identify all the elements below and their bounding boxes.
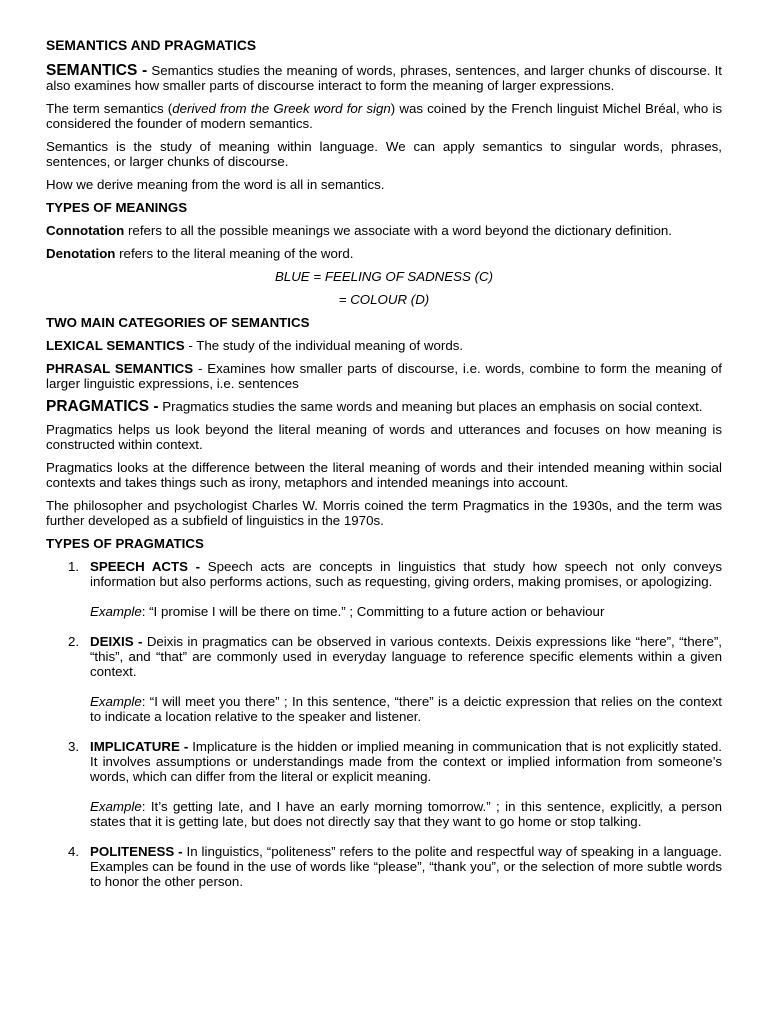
example-text: : “I promise I will be there on time.” ; Committing to a future action or behaviour (141, 604, 605, 619)
semantics-term: SEMANTICS - (46, 62, 148, 79)
semantics-definition (46, 63, 722, 93)
semantics-origin-text-a: The term semantics ( (46, 101, 173, 116)
semantics-origin-paragraph (46, 101, 722, 131)
list-item-implicature (46, 739, 722, 829)
semantics-definition-text: Semantics studies the meaning of words, phrases, sentences, and larger chunks of discourse. It also examines how smaller parts of discourse interact to form the meaning of larger expressions. (46, 63, 723, 93)
example-line-denotation: = COLOUR (D) (338, 292, 430, 307)
list-item-term: DEIXIS - (90, 634, 143, 649)
types-of-meanings-heading: TYPES OF MEANINGS (46, 200, 188, 215)
lexical-semantics-paragraph (46, 338, 722, 353)
denotation-text: refers to the literal meaning of the word. (115, 246, 354, 261)
connotation-paragraph (46, 223, 722, 238)
list-item-speech-acts (46, 559, 722, 619)
denotation-paragraph (46, 246, 722, 261)
document-title: SEMANTICS AND PRAGMATICS (46, 38, 257, 53)
list-number: 1. (68, 559, 80, 574)
semantics-study-paragraph: Semantics is the study of meaning within language. We can apply semantics to singular words, phrases, sentences, or larger chunks of discourse. (46, 139, 722, 169)
pragmatics-difference-paragraph: Pragmatics looks at the difference between the literal meaning of words and their intended meaning within social contexts and takes things such as irony, metaphors and intended meanings into account. (46, 460, 722, 490)
list-item-example (90, 694, 722, 724)
example-line-connotation: BLUE = FEELING OF SADNESS (C) (274, 269, 494, 284)
pragmatics-history-paragraph: The philosopher and psychologist Charles W. Morris coined the term Pragmatics in the 1930s, and the term was further developed as a subfield of linguistics in the 1970s. (46, 498, 722, 528)
list-item-text: Speech acts are concepts in linguistics that study how speech not only conveys information but also performs actions, such as requesting, giving orders, making promises, or apologizing. (90, 559, 723, 589)
connotation-text: refers to all the possible meanings we associate with a word beyond the dictionary definition. (124, 223, 672, 238)
list-number: 4. (68, 844, 80, 859)
list-number: 3. (68, 739, 80, 754)
list-number: 2. (68, 634, 80, 649)
pragmatics-context-paragraph: Pragmatics helps us look beyond the literal meaning of words and utterances and focuses on how meaning is constructed within context. (46, 422, 722, 452)
list-item-text: In linguistics, “politeness” refers to the polite and respectful way of speaking in a language. Examples can be found in the use of words like “please”, “thank you”, or the selection of more subtle words to honor the other person. (90, 844, 722, 889)
semantics-derive-paragraph: How we derive meaning from the word is all in semantics. (46, 177, 385, 192)
list-item-text: Implicature is the hidden or implied meaning in communication that is not explicitly stated. It involves assumptions or understandings made from the context or implied information from someone’s words, which can differ from the literal or explicit meaning. (90, 739, 722, 784)
denotation-term: Denotation (46, 246, 116, 261)
example-label: Example (90, 694, 142, 709)
list-item-description (90, 559, 722, 589)
pragmatics-term: PRAGMATICS - (46, 398, 159, 415)
list-item-term: POLITENESS - (90, 844, 183, 859)
pragmatics-definition (46, 399, 722, 414)
phrasal-semantics-paragraph (46, 361, 722, 391)
list-item-deixis (46, 634, 722, 724)
phrasal-semantics-term: PHRASAL SEMANTICS (46, 361, 194, 376)
example-label: Example (90, 604, 142, 619)
list-item-text: Deixis in pragmatics can be observed in various contexts. Deixis expressions like “here”, “there”, “this”, and “that” are commonly used in everyday language to reference specific elements within a given context. (90, 634, 722, 679)
connotation-term: Connotation (46, 223, 125, 238)
semantics-origin-text-c: ) was coined by the French linguist Michel Bréal, who is considered the founder of modern semantics. (46, 101, 722, 131)
example-label: Example (90, 799, 142, 814)
semantics-origin-italic: derived from the Greek word for sign (172, 101, 391, 116)
list-item-term: SPEECH ACTS - (90, 559, 201, 574)
pragmatics-types-list (46, 559, 722, 889)
list-item-politeness (46, 844, 722, 889)
types-of-pragmatics-heading: TYPES OF PRAGMATICS (46, 536, 204, 551)
lexical-semantics-text: - The study of the individual meaning of words. (184, 338, 464, 353)
categories-heading: TWO MAIN CATEGORIES OF SEMANTICS (46, 315, 310, 330)
phrasal-semantics-text: - Examines how smaller parts of discourse, i.e. words, combine to form the meaning of larger linguistic expressions, i.e. sentences (46, 361, 722, 391)
list-item-term: IMPLICATURE - (90, 739, 189, 754)
example-text: : “I will meet you there” ; In this sentence, “there” is a deictic expression that relies on the context to indicate a location relative to the speaker and listener. (90, 694, 722, 724)
list-item-example (90, 604, 722, 619)
example-text: : It’s getting late, and I have an early morning tomorrow.” ; in this sentence, explicitly, a person states that it is getting late, but does not directly say that they want to go home or stop talking. (90, 799, 722, 829)
list-item-description (90, 634, 722, 679)
lexical-semantics-term: LEXICAL SEMANTICS (46, 338, 185, 353)
list-item-example (90, 799, 722, 829)
pragmatics-definition-text: Pragmatics studies the same words and meaning but places an emphasis on social context. (158, 399, 703, 414)
list-item-description (90, 844, 722, 889)
list-item-description (90, 739, 722, 784)
